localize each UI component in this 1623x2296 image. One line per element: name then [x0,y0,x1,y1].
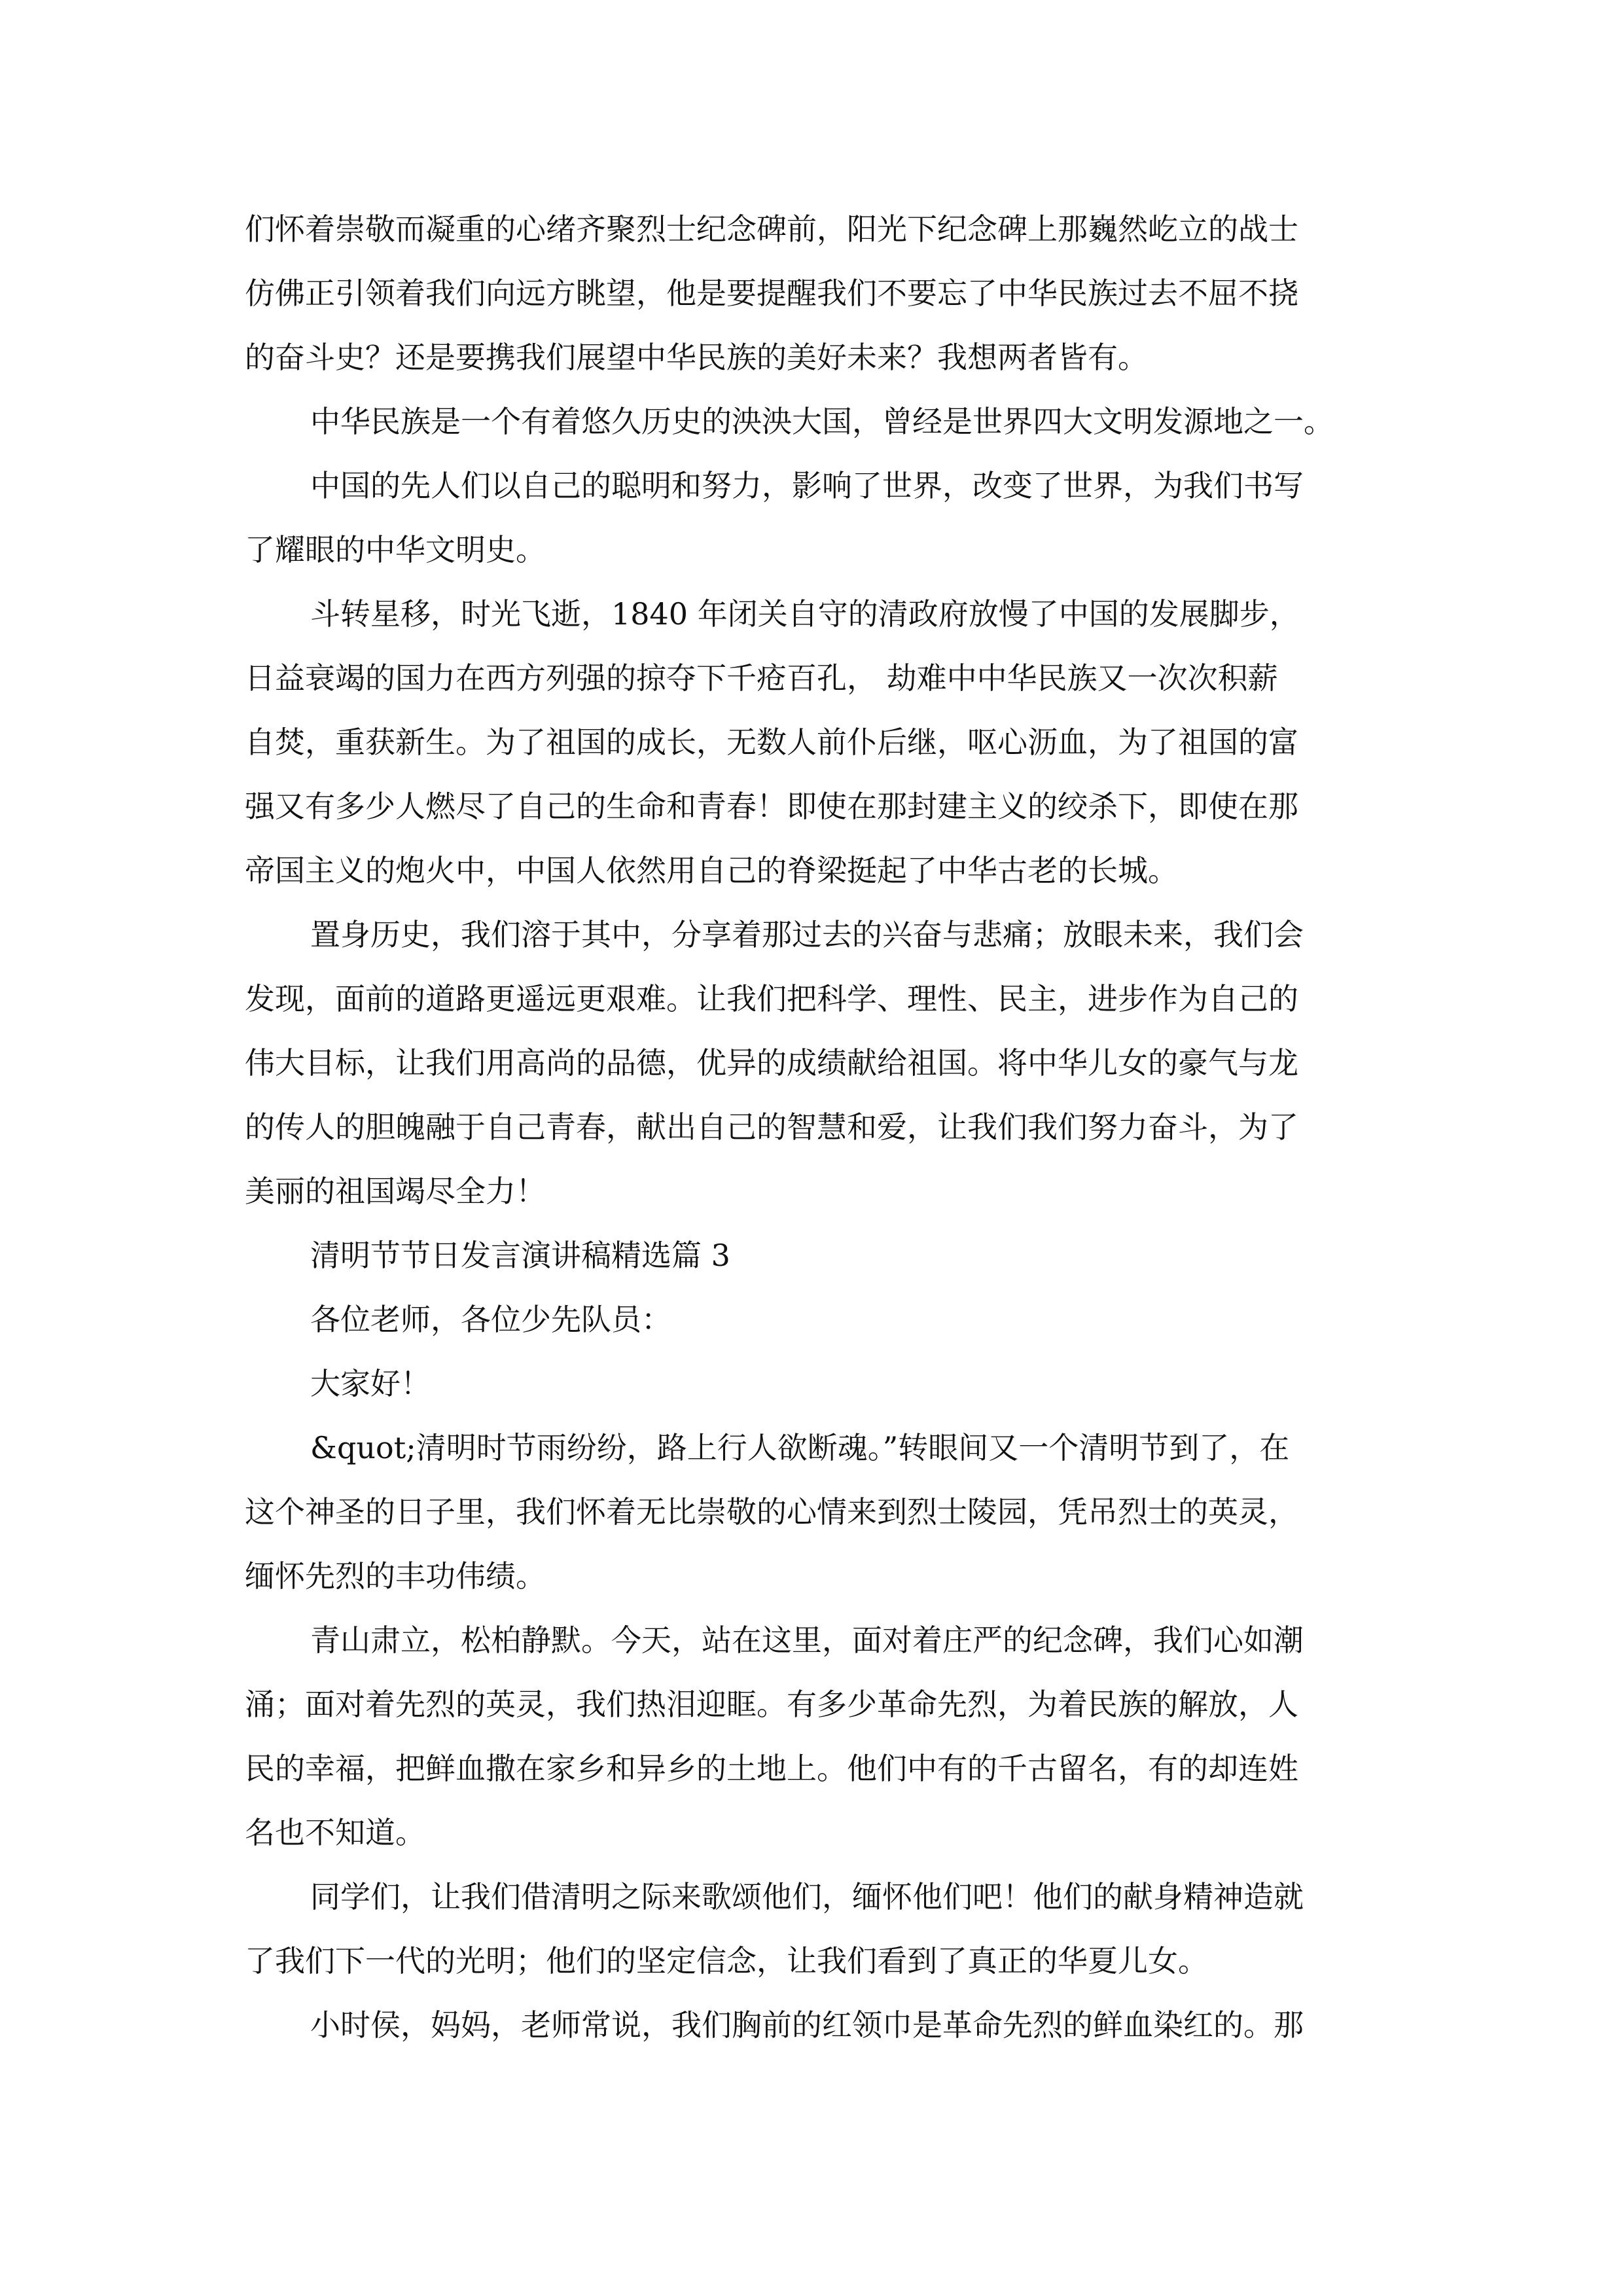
text-line: 的传人的胆魄融于自己青春，献出自己的智慧和爱，让我们我们努力奋斗，为了 [245,1109,1298,1145]
text-line: 强又有多少人燃尽了自己的生命和青春！即使在那封建主义的绞杀下，即使在那 [245,789,1298,824]
text-line: 置身历史，我们溶于其中，分享着那过去的兴奋与悲痛；放眼未来，我们会 [310,917,1304,952]
text-line: 涌；面对着先烈的英灵，我们热泪迎眶。有多少革命先烈，为着民族的解放，人 [245,1687,1298,1722]
text-line: 日益衰竭的国力在西方列强的掠夺下千疮百孔， 劫难中中华民族又一次次积薪 [245,660,1278,696]
text-line: 帝国主义的炮火中，中国人依然用自己的脊梁挺起了中华古老的长城。 [245,853,1178,888]
text-line: &quot;清明时节雨纷纷，路上行人欲断魂。”转眼间又一个清明节到了，在 [310,1430,1290,1465]
text-line: 中华民族是一个有着悠久历史的泱泱大国，曾经是世界四大文明发源地之一。 [310,404,1334,439]
text-line: 的奋斗史？还是要携我们展望中华民族的美好未来？我想两者皆有。 [245,340,1148,375]
text-line: 缅怀先烈的丰功伟绩。 [245,1558,546,1594]
text-line: 了耀眼的中华文明史。 [245,532,546,567]
body-text [245,204,1390,2064]
text-line: 发现，面前的道路更遥远更艰难。让我们把科学、理性、民主，进步作为自己的 [245,981,1298,1016]
text-line: 斗转星移，时光飞逝，1840 年闭关自守的清政府放慢了中国的发展脚步， [310,596,1300,632]
section-heading: 清明节节日发言演讲稿精选篇 3 [310,1238,730,1273]
salutation: 各位老师，各位少先队员： [310,1302,671,1337]
text-line: 民的幸福，把鲜血撒在家乡和异乡的土地上。他们中有的千古留名，有的却连姓 [245,1751,1298,1786]
greeting: 大家好！ [310,1366,431,1401]
text-line: 自焚，重获新生。为了祖国的成长，无数人前仆后继，呕心沥血，为了祖国的富 [245,725,1298,760]
text-line: 仿佛正引领着我们向远方眺望，他是要提醒我们不要忘了中华民族过去不屈不挠 [245,276,1298,311]
text-line: 中国的先人们以自己的聪明和努力，影响了世界，改变了世界，为我们书写 [310,468,1304,503]
text-line: 美丽的祖国竭尽全力！ [245,1174,546,1209]
text-line: 同学们，让我们借清明之际来歌颂他们，缅怀他们吧！他们的献身精神造就 [310,1879,1304,1914]
text-line: 了我们下一代的光明；他们的坚定信念，让我们看到了真正的华夏儿女。 [245,1943,1208,1979]
text-line: 们怀着崇敬而凝重的心绪齐聚烈士纪念碑前，阳光下纪念碑上那巍然屹立的战士 [245,211,1298,247]
text-line: 小时侯，妈妈，老师常说，我们胸前的红领巾是革命先烈的鲜血染红的。那 [310,2007,1304,2043]
text-line: 名也不知道。 [245,1815,425,1850]
text-line: 这个神圣的日子里，我们怀着无比崇敬的心情来到烈士陵园，凭吊烈士的英灵， [245,1494,1298,1530]
text-line: 青山肃立，松柏静默。今天，站在这里，面对着庄严的纪念碑，我们心如潮 [310,1623,1304,1658]
text-line: 伟大目标，让我们用高尚的品德，优异的成绩献给祖国。将中华儿女的豪气与龙 [245,1045,1298,1081]
